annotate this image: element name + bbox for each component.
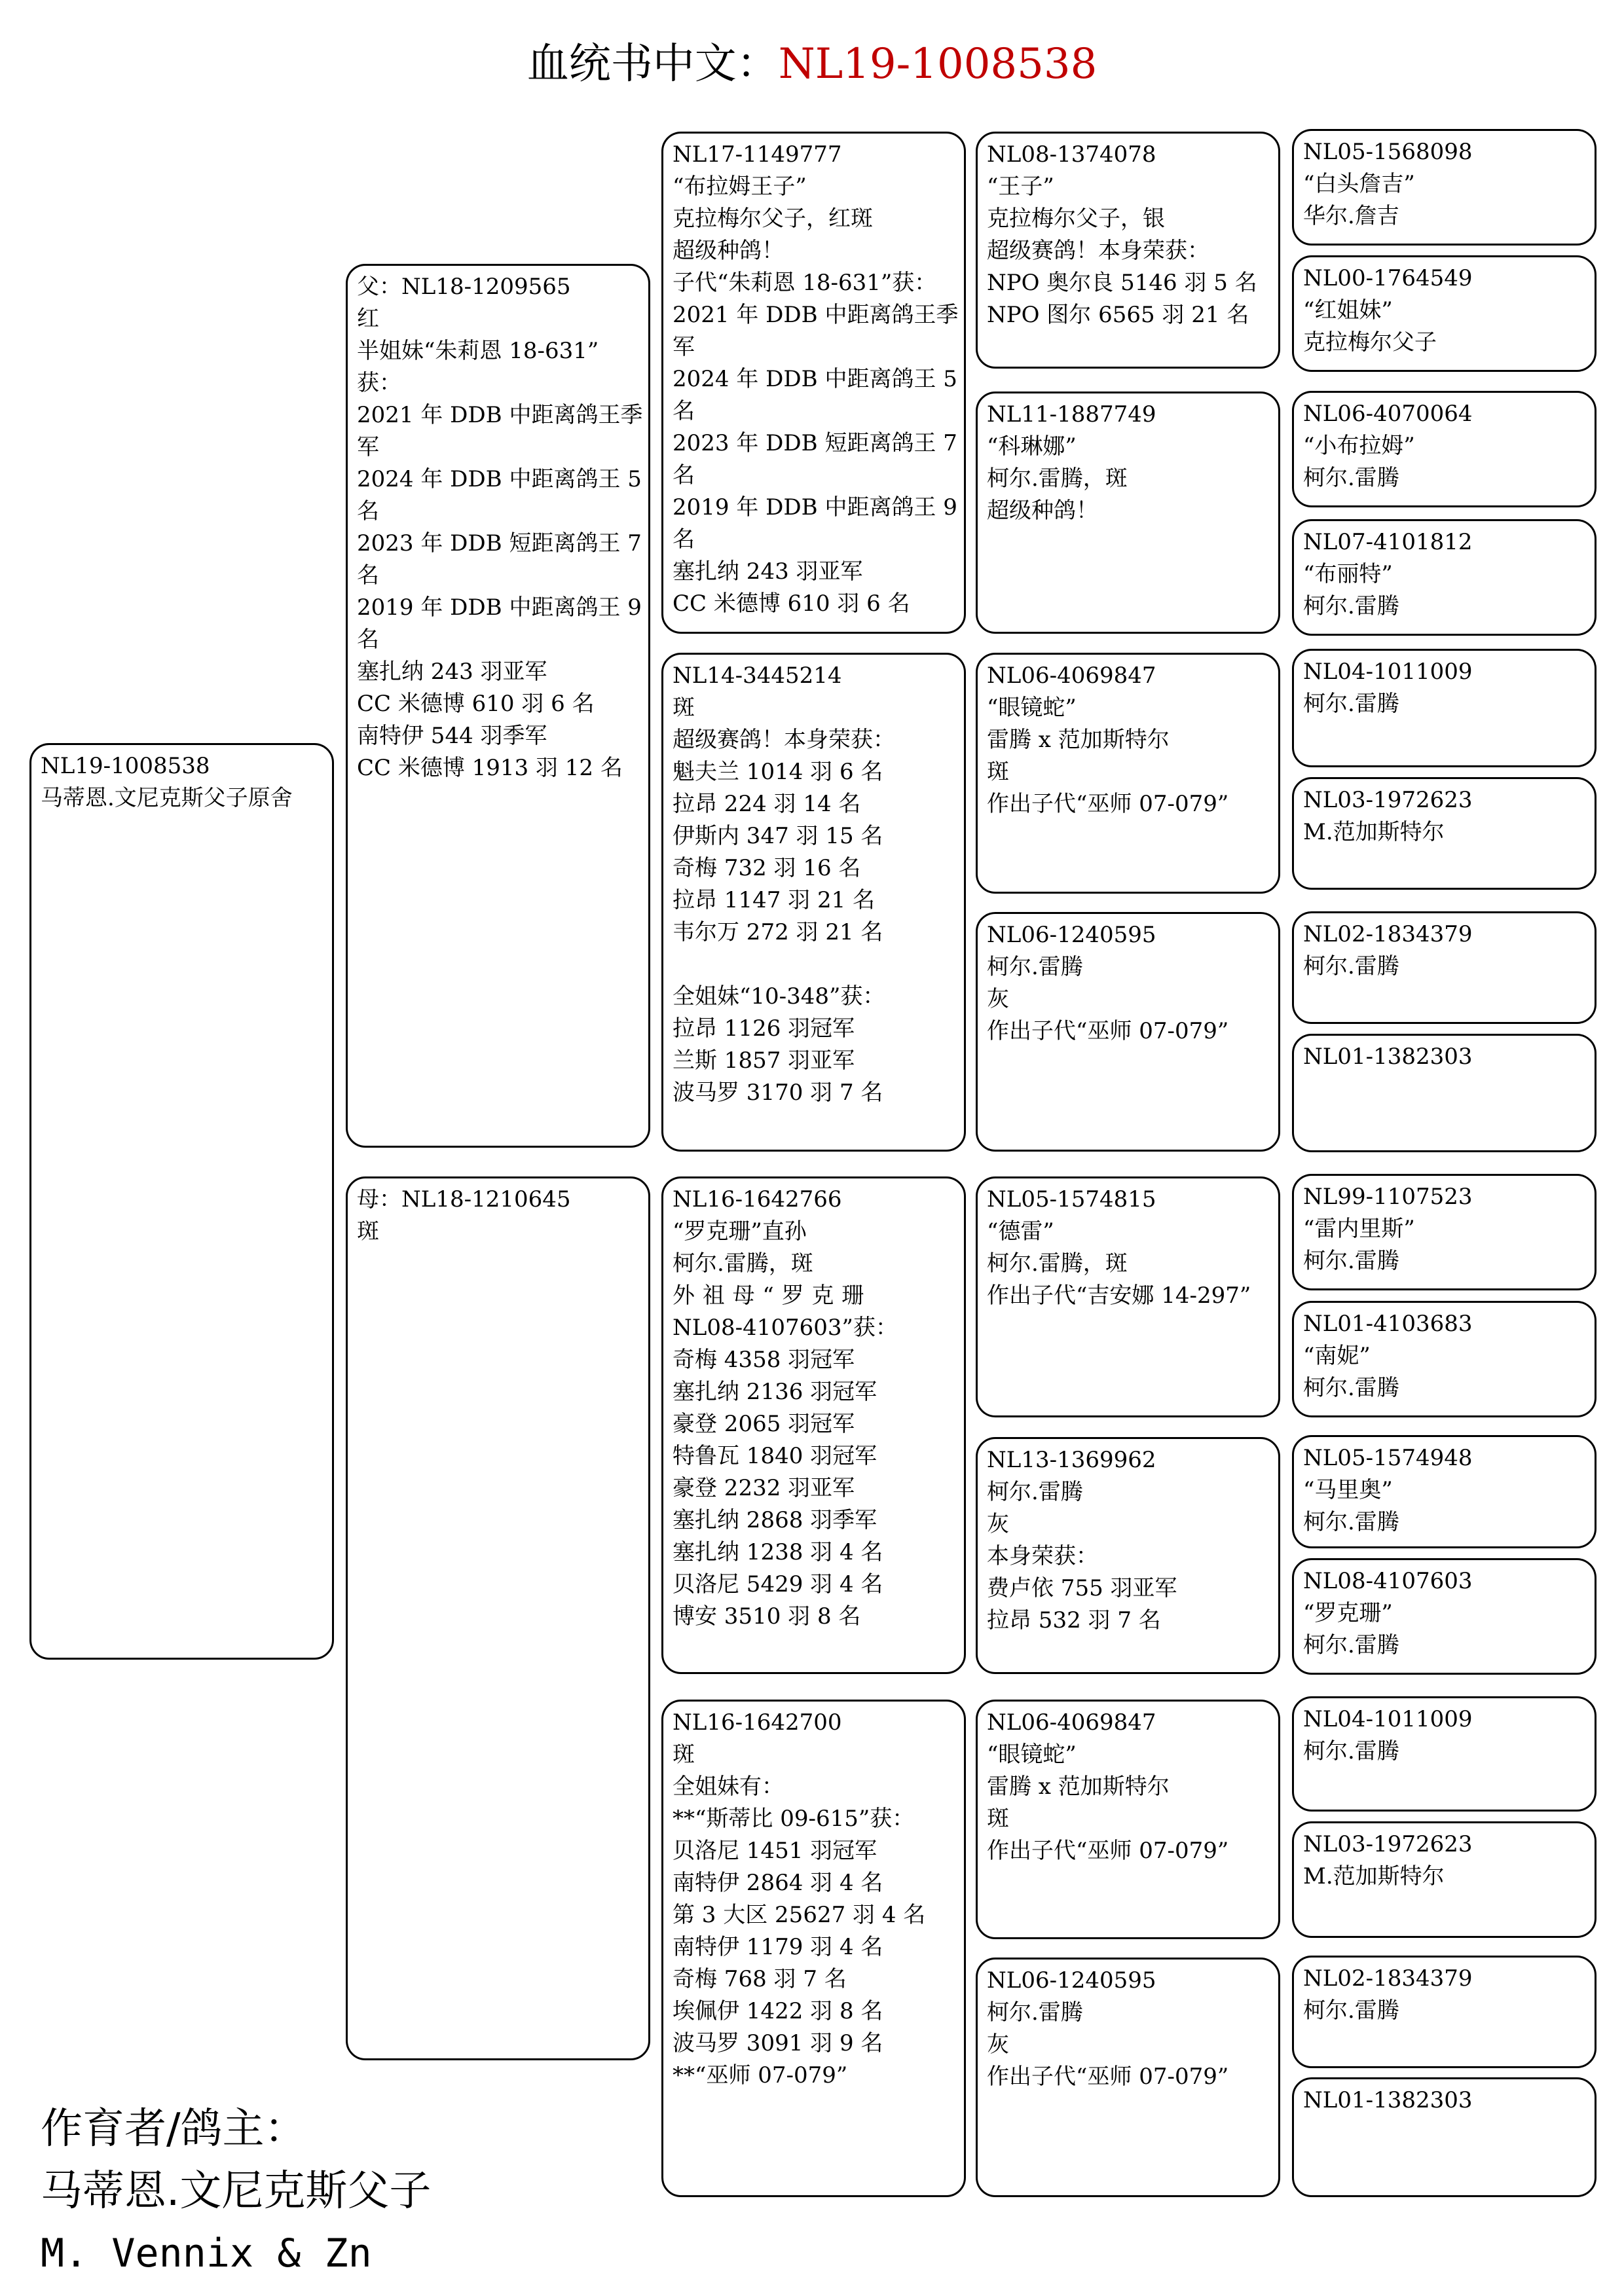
pedigree-line: NL00-1764549 [1303,265,1473,291]
pedigree-line: 柯尔.雷腾 [1303,953,1399,979]
pedigree-line: 超级种鸽！ [673,238,784,264]
sire-card [346,264,650,1148]
sire-line: 2023 年 DDB 短距离鸽王 7 [357,530,642,556]
pedigree-line: NL07-4101812 [1303,529,1473,555]
pedigree-line: NL13-1369962 [987,1447,1156,1473]
pedigree-line: 柯尔.雷腾 [1303,691,1399,717]
gen4-card [1292,1956,1596,2068]
pedigree-line: NL01-4103683 [1303,1311,1473,1337]
gen3-card [976,1700,1280,1939]
sire-line: 塞扎纳 243 羽亚军 [357,659,547,685]
gen4-card [1292,1558,1596,1675]
pedigree-line: 子代“朱莉恩 18-631”获： [673,270,937,296]
pedigree-line: “白头詹吉” [1303,171,1415,197]
pedigree-line: 波马罗 3091 羽 9 名 [673,2030,883,2056]
pedigree-line: 柯尔.雷腾，斑 [987,465,1128,492]
pedigree-line: 作出子代“巫师 07-079” [987,1018,1229,1044]
pedigree-line: 作出子代“巫师 07-079” [987,791,1229,817]
pedigree-line: NL06-1240595 [987,922,1156,948]
pedigree-line: NL06-4070064 [1303,401,1473,427]
gen4-card [1292,1301,1596,1417]
pedigree-line: NPO 奥尔良 5146 羽 5 名 [987,270,1257,296]
pedigree-line: 2021 年 DDB 中距离鸽王季 [673,302,959,328]
pedigree-line: “红姐妹” [1303,297,1393,323]
pedigree-line: 作出子代“吉安娜 14-297” [987,1283,1251,1309]
sire-line: CC 米德博 1913 羽 12 名 [357,755,623,781]
pedigree-line: M.范加斯特尔 [1303,819,1445,845]
pedigree-line: “小布拉姆” [1303,433,1415,459]
pedigree-line: 名 [673,526,695,553]
pedigree-line: 2024 年 DDB 中距离鸽王 5 [673,366,957,392]
title-prefix: 血统书中文： [526,40,779,88]
pedigree-line: 克拉梅尔父子，红斑 [673,206,873,232]
pedigree-line: 南特伊 1179 羽 4 名 [673,1934,883,1960]
gen3-card [976,912,1280,1152]
breeder-name-chinese: 马蒂恩.文尼克斯父子 [41,2167,432,2215]
pedigree-line: 费卢依 755 羽亚军 [987,1575,1177,1601]
pedigree-line: 拉昂 1147 羽 21 名 [673,887,876,913]
pedigree-line: 灰 [987,2032,1009,2058]
pedigree-line: NL16-1642700 [673,1709,842,1736]
gen4-card [1292,1821,1596,1938]
sire-line: 2019 年 DDB 中距离鸽王 9 [357,594,642,621]
pedigree-line: NL06-1240595 [987,1967,1156,1994]
sire-line: 2021 年 DDB 中距离鸽王季 [357,402,643,428]
pedigree-line: 柯尔.雷腾 [1303,1997,1399,2024]
gen4-card [1292,1435,1596,1548]
pedigree-line: 南特伊 2864 羽 4 名 [673,1870,883,1896]
pedigree-line: 第 3 大区 25627 羽 4 名 [673,1902,926,1928]
pedigree-line: NL05-1574815 [987,1186,1156,1212]
pedigree-line: NL17-1149777 [673,141,842,168]
pedigree-line: NL16-1642766 [673,1186,842,1212]
pedigree-line: NL08-4107603 [1303,1568,1473,1594]
gen3-card [976,1958,1280,2197]
pedigree-line: 柯尔.雷腾，斑 [673,1250,813,1277]
pedigree-line: 斑 [987,759,1009,785]
subject-loft: 马蒂恩.文尼克斯父子原舍 [41,785,293,811]
pedigree-line: 柯尔.雷腾 [1303,1509,1399,1535]
pedigree-line: 奇梅 4358 羽冠军 [673,1347,855,1373]
pedigree-line: 斑 [987,1806,1009,1832]
gen4-card [1292,649,1596,767]
pedigree-line: “布拉姆王子” [673,173,807,200]
gen4-card [1292,1174,1596,1290]
pedigree-line: NL03-1972623 [1303,1831,1473,1857]
pedigree-line: **“巫师 07-079” [673,2062,848,2088]
pedigree-line: NL06-4069847 [987,663,1156,689]
pedigree-line: 超级种鸽！ [987,498,1098,524]
sire-line: CC 米德博 610 羽 6 名 [357,691,595,717]
pedigree-line: 奇梅 768 羽 7 名 [673,1966,847,1992]
sire-line: 半姐妹“朱莉恩 18-631” [357,338,599,364]
gen4-card [1292,391,1596,507]
pedigree-line: NL05-1574948 [1303,1445,1473,1471]
page-title [0,38,1624,90]
sire-line: 名 [357,627,379,653]
pedigree-line: 奇梅 732 羽 16 名 [673,855,861,881]
pedigree-line: 柯尔.雷腾 [1303,593,1399,619]
sire-line: 红 [357,306,379,332]
breeder-name-english: M. Vennix & Zn [41,2231,372,2276]
pedigree-line: 兰斯 1857 羽亚军 [673,1048,855,1074]
pedigree-line: 斑 [673,1741,695,1768]
sire-line: 获： [357,370,401,396]
pedigree-line: NL01-1382303 [1303,2087,1473,2113]
pedigree-line: M.范加斯特尔 [1303,1863,1445,1889]
pedigree-line: NL01-1382303 [1303,1044,1473,1070]
sire-line: 2024 年 DDB 中距离鸽王 5 [357,466,642,492]
pedigree-line: **“斯蒂比 09-615”获： [673,1806,915,1832]
pedigree-line: 豪登 2232 羽亚军 [673,1475,855,1501]
pedigree-line: 名 [673,462,695,488]
sire-line: 南特伊 544 羽季军 [357,723,547,749]
pedigree-line: 塞扎纳 1238 羽 4 名 [673,1539,883,1565]
pedigree-line: 拉昂 532 羽 7 名 [987,1607,1161,1633]
pedigree-line: 作出子代“巫师 07-079” [987,2064,1229,2090]
pedigree-line: 塞扎纳 243 羽亚军 [673,558,863,585]
pedigree-line: 塞扎纳 2136 羽冠军 [673,1379,877,1405]
blank-line [673,949,955,981]
pedigree-line: NL02-1834379 [1303,921,1473,947]
gen4-card [1292,255,1596,372]
sire-line: 军 [357,434,379,460]
gen3-card [976,392,1280,634]
pedigree-line: NL08-1374078 [987,141,1156,168]
pedigree-line: NL99-1107523 [1303,1184,1473,1210]
pedigree-line: “眼镜蛇” [987,1741,1077,1768]
pedigree-line: 豪登 2065 羽冠军 [673,1411,855,1437]
title-ring-number: NL19-1008538 [778,40,1098,88]
pedigree-line: 2023 年 DDB 短距离鸽王 7 [673,430,957,456]
dam-line: 斑 [357,1218,379,1245]
sire-line: 父：NL18-1209565 [357,274,571,300]
pedigree-line: 全姐妹有： [673,1774,784,1800]
pedigree-line: 贝洛尼 5429 羽 4 名 [673,1571,883,1597]
pedigree-line: 雷腾 x 范加斯特尔 [987,1774,1170,1800]
pedigree-line: 柯尔.雷腾 [1303,1248,1399,1274]
pedigree-line: 全姐妹“10-348”获： [673,983,885,1010]
granddam-maternal-card [661,1700,966,2197]
pedigree-line: 灰 [987,1511,1009,1537]
gen4-card [1292,911,1596,1024]
pedigree-line: 2019 年 DDB 中距离鸽王 9 [673,494,957,520]
sire-line: 名 [357,562,379,589]
gen3-card [976,132,1280,369]
pedigree-line: 柯尔.雷腾 [1303,1632,1399,1658]
pedigree-line: 魁夫兰 1014 羽 6 名 [673,759,883,785]
gen4-card [1292,1034,1596,1152]
subject-card [29,743,334,1660]
pedigree-line: 柯尔.雷腾 [987,954,1083,980]
pedigree-line: “德雷” [987,1218,1054,1245]
gen4-card [1292,519,1596,636]
dam-card [346,1176,650,2060]
pedigree-line: “雷内里斯” [1303,1216,1415,1242]
granddam-paternal-card [661,653,966,1152]
pedigree-line: NL14-3445214 [673,663,842,689]
pedigree-line: 超级赛鸽！本身荣获： [673,727,895,753]
gen3-card [976,1176,1280,1417]
gen3-card [976,653,1280,894]
sire-line: 名 [357,498,379,524]
pedigree-line: 军 [673,334,695,360]
breeder-label: 作育者/鸽主： [41,2105,306,2153]
pedigree-line: 柯尔.雷腾 [1303,1375,1399,1401]
pedigree-line: 超级赛鸽！本身荣获： [987,238,1209,264]
gen4-card [1292,2077,1596,2197]
pedigree-line: 作出子代“巫师 07-079” [987,1838,1229,1864]
pedigree-line: 外 祖 母 “ 罗 克 珊 [673,1283,864,1309]
subject-ring: NL19-1008538 [41,753,210,779]
pedigree-line: CC 米德博 610 羽 6 名 [673,591,910,617]
pedigree-line: “科琳娜” [987,433,1077,460]
pedigree-line: NL04-1011009 [1303,1706,1473,1732]
breeder-block [41,2098,431,2285]
pedigree-line: 斑 [673,695,695,721]
pedigree-line: “罗克珊”直孙 [673,1218,807,1245]
pedigree-line: 柯尔.雷腾 [1303,1738,1399,1764]
pedigree-line: 柯尔.雷腾，斑 [987,1250,1128,1277]
pedigree-line: NL08-4107603”获： [673,1315,898,1341]
pedigree-line: NL02-1834379 [1303,1965,1473,1992]
gen3-card [976,1437,1280,1674]
pedigree-line: 本身荣获： [987,1543,1098,1569]
pedigree-line: NL11-1887749 [987,401,1156,428]
grandsire-maternal-card [661,1176,966,1674]
gen4-card [1292,777,1596,890]
pedigree-line: 贝洛尼 1451 羽冠军 [673,1838,877,1864]
pedigree-line: 博安 3510 羽 8 名 [673,1603,861,1630]
pedigree-line: NL06-4069847 [987,1709,1156,1736]
pedigree-line: “眼镜蛇” [987,695,1077,721]
pedigree-line: “罗克珊” [1303,1600,1393,1626]
pedigree-line: NPO 图尔 6565 羽 21 名 [987,302,1249,328]
grandsire-paternal-card [661,132,966,634]
dam-line: 母：NL18-1210645 [357,1186,571,1212]
pedigree-line: 雷腾 x 范加斯特尔 [987,727,1170,753]
pedigree-line: 柯尔.雷腾 [987,1999,1083,2026]
pedigree-line: 埃佩伊 1422 羽 8 名 [673,1998,883,2024]
pedigree-line: 克拉梅尔父子 [1303,329,1437,355]
pedigree-line: 波马罗 3170 羽 7 名 [673,1080,883,1106]
pedigree-line: 柯尔.雷腾 [1303,465,1399,491]
pedigree-line: NL03-1972623 [1303,787,1473,813]
pedigree-line: 柯尔.雷腾 [987,1479,1083,1505]
pedigree-line: 华尔.詹吉 [1303,203,1399,229]
pedigree-line: 韦尔万 272 羽 21 名 [673,919,883,945]
pedigree-line: 拉昂 1126 羽冠军 [673,1015,855,1042]
pedigree-line: 塞扎纳 2868 羽季军 [673,1507,877,1533]
pedigree-line: 克拉梅尔父子，银 [987,206,1165,232]
pedigree-line: 拉昂 224 羽 14 名 [673,791,861,817]
gen4-card [1292,1696,1596,1812]
pedigree-line: 灰 [987,986,1009,1012]
pedigree-line: NL05-1568098 [1303,139,1473,165]
pedigree-line: “马里奥” [1303,1477,1393,1503]
pedigree-line: 特鲁瓦 1840 羽冠军 [673,1443,877,1469]
pedigree-line: “王子” [987,173,1054,200]
pedigree-line: “南妮” [1303,1343,1371,1369]
gen4-card [1292,129,1596,246]
pedigree-line: 伊斯内 347 羽 15 名 [673,823,883,849]
pedigree-line: NL04-1011009 [1303,659,1473,685]
pedigree-line: “布丽特” [1303,561,1393,587]
pedigree-line: 名 [673,398,695,424]
